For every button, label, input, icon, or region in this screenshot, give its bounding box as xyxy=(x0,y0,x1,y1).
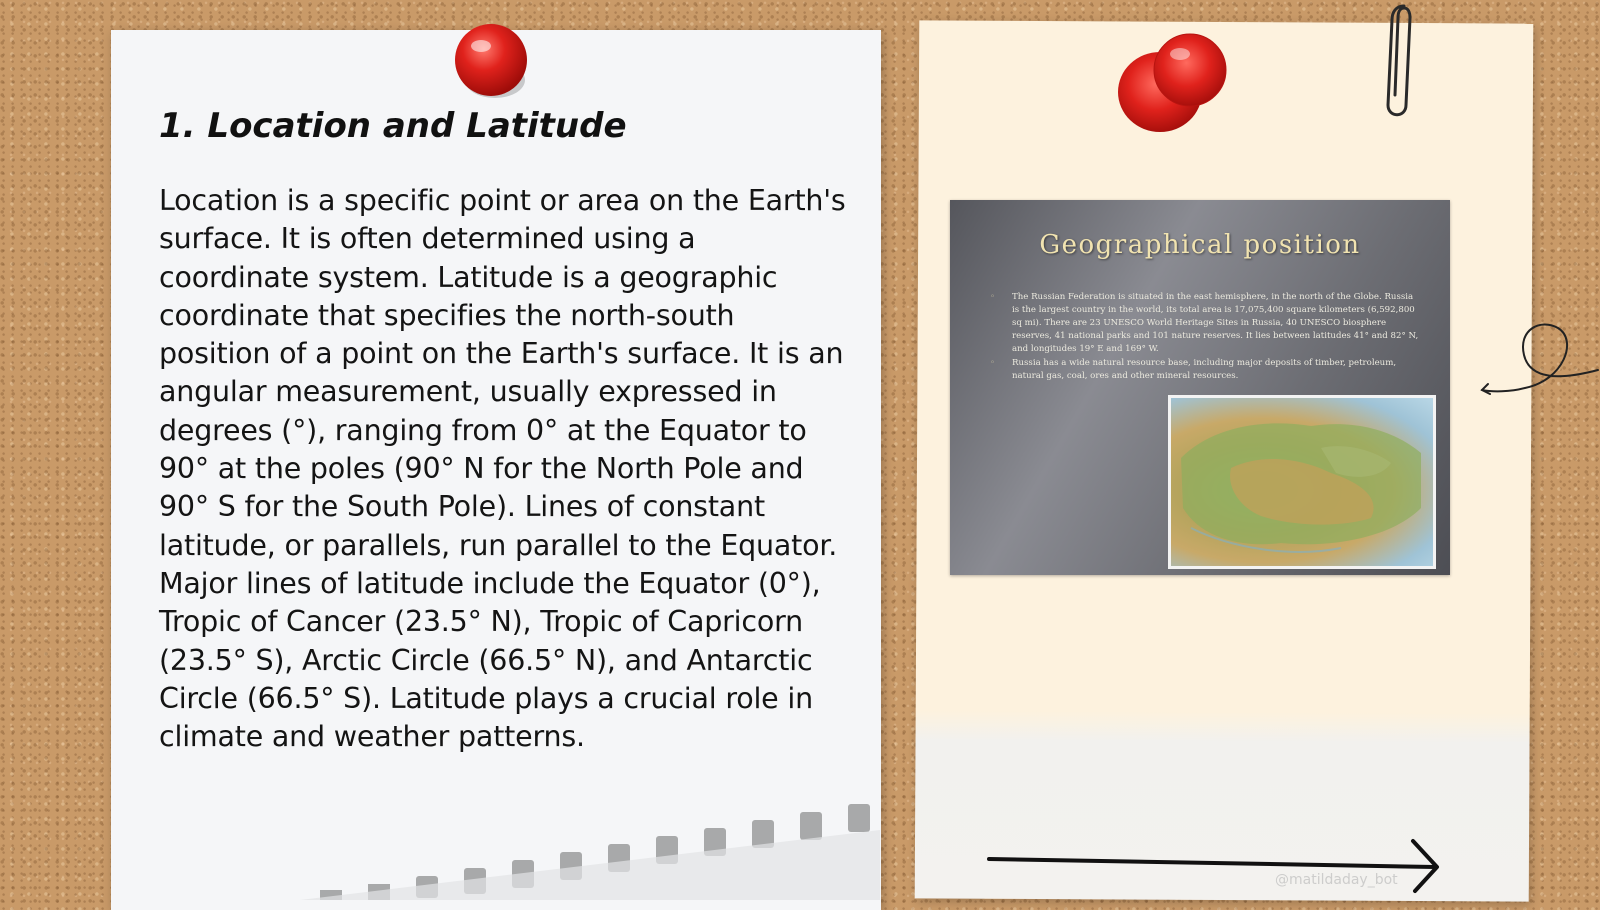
watermark: @matildaday_bot xyxy=(1275,872,1398,888)
note-title: 1. Location and Latitude xyxy=(159,106,627,146)
paper-clip-icon xyxy=(1374,0,1424,125)
slide-title: Geographical position xyxy=(1039,230,1361,260)
map-image xyxy=(1168,395,1436,569)
bullet-icon: ◦ xyxy=(990,358,996,368)
doodle-loop-icon xyxy=(1480,310,1600,410)
push-pin-icon xyxy=(1118,30,1238,135)
map-icon xyxy=(1171,398,1433,566)
left-note xyxy=(111,30,881,910)
slide-bullets xyxy=(990,291,1420,384)
torn-paper-edge xyxy=(300,800,880,900)
bullet-icon: ◦ xyxy=(990,292,996,302)
note-body: Location is a specific point or area on the Earth's surface. It is often determined using a coordinate system. Latitude is a geographic coordinate that specifies the north-south position of a point on the Earth's surface. It is an angular measurement, usually expressed in degrees (°), ranging from 0° at the Equator to 90° at the poles (90° N for the North Pole and 90° S for the South Pole). Lines of constant latitude, or parallels, run parallel to the Equator. Major lines of latitude include the Equator (0°), Tropic of Cancer (23.5° N), Tropic of Capricorn (23.5° S), Arctic Circle (66.5° N), and Antarctic Circle (66.5° S). Latitude plays a crucial role in climate and weather patterns. xyxy=(159,184,846,754)
slide-image xyxy=(950,200,1450,575)
slide-bullet: ◦ The Russian Federation is situated in the east hemisphere, in the north of the Globe. Russia is the largest country in the world, its total area is 17,075,400 square kilometers (6,592,800 sq mi). There are 23 UNESCO World Heritage Sites in Russia, 40 UNESCO biosphere reserves, 41 national parks and 101 nature reserves. It lies between latitudes 41° and 82° N, and longitudes 19° E and 169° W. xyxy=(990,292,1419,354)
push-pin-icon xyxy=(451,22,531,102)
slide-bullet: ◦ Russia has a wide natural resource base, including major deposits of timber, petroleum, natural gas, coal, ores and other mineral resources. xyxy=(990,358,1397,381)
